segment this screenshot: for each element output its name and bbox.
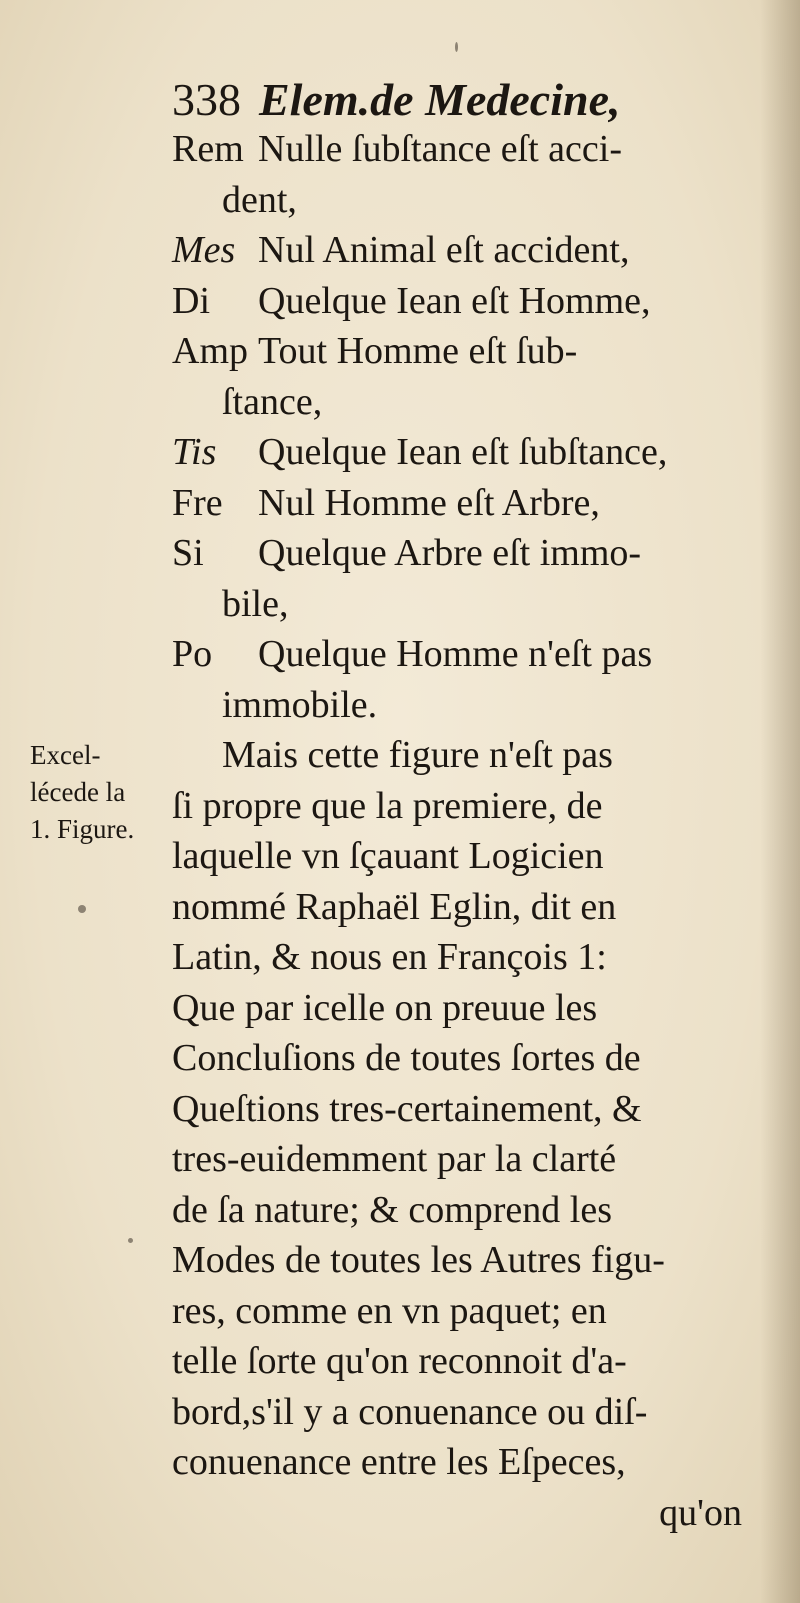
- paragraph-line: res, comme en vn paquet; en: [172, 1289, 607, 1332]
- syllogism-text: Tout Homme eſt ſub-: [258, 330, 578, 372]
- paragraph-line: nommé Raphaël Eglin, dit en: [172, 885, 617, 928]
- margin-note-line: lécede la: [30, 777, 126, 807]
- paper-speck: [455, 42, 458, 52]
- syllogism-mood: Po: [172, 633, 213, 675]
- running-title: Elem.de Medecine,: [259, 74, 621, 125]
- syllogism-text: Nul Homme eſt Arbre,: [258, 481, 600, 524]
- syllogism-text: Quelque Arbre eſt immo-: [258, 532, 642, 574]
- syllogism-text: Quelque Homme n'eſt pas: [258, 633, 653, 675]
- syllogism-mood: Amp: [172, 330, 248, 372]
- syllogism-line: [172, 225, 742, 276]
- syllogism-mood: Rem: [172, 128, 244, 170]
- syllogism-text: Quelque Iean eſt ſubſtance,: [258, 431, 668, 473]
- syllogism-text: Nul Animal eſt accident,: [258, 229, 630, 271]
- syllogism-line: [172, 478, 742, 529]
- syllogism-mood: Si: [172, 532, 204, 574]
- syllogism-line: [172, 276, 742, 327]
- paragraph-line: laquelle vn ſçauant Logicien: [172, 835, 604, 877]
- paragraph-line: conuenance entre les Eſpeces,: [172, 1441, 626, 1483]
- syllogism-line-continued: dent,: [222, 178, 297, 221]
- paragraph-line: Modes de toutes les Autres figu-: [172, 1239, 665, 1281]
- paragraph-line: Latin, & nous en François 1:: [172, 936, 607, 978]
- syllogism-line: [172, 629, 742, 680]
- paragraph-line: tres-euidemment par la clarté: [172, 1138, 617, 1180]
- paragraph-line: telle ſorte qu'on reconnoit d'a-: [172, 1340, 627, 1382]
- syllogism-line-continued: immobile.: [222, 683, 378, 726]
- margin-note-line: 1. Figure.: [30, 814, 135, 844]
- paragraph-line: Mais cette figure n'eſt pas: [222, 734, 613, 776]
- paper-speck: [78, 905, 86, 913]
- running-header: [172, 72, 621, 128]
- syllogism-mood: Fre: [172, 481, 223, 524]
- paragraph-line: Concluſions de toutes ſortes de: [172, 1037, 641, 1079]
- paper-speck: [128, 1238, 133, 1243]
- syllogism-line: [172, 326, 742, 377]
- paragraph-line: bord,s'il y a conuenance ou diſ-: [172, 1390, 648, 1433]
- syllogism-text: Nulle ſubſtance eſt acci-: [258, 128, 622, 170]
- syllogism-line: [172, 528, 742, 579]
- margin-note-line: Excel-: [30, 740, 101, 770]
- margin-note: [30, 737, 134, 848]
- paragraph-line: Que par icelle on preuue les: [172, 986, 598, 1029]
- syllogism-mood: Tis: [172, 431, 217, 473]
- syllogism-line-continued: bile,: [222, 582, 289, 625]
- syllogism-line: [172, 124, 742, 175]
- syllogism-text: Quelque Iean eſt Homme,: [258, 279, 651, 322]
- syllogism-mood: Mes: [172, 229, 236, 271]
- page-number: 338: [172, 74, 241, 125]
- paragraph-line: Queſtions tres-certainement, &: [172, 1087, 642, 1130]
- paragraph-line: de ſa nature; & comprend les: [172, 1188, 613, 1231]
- catchword: qu'on: [659, 1491, 742, 1534]
- syllogism-line-continued: ſtance,: [222, 380, 323, 423]
- paragraph-line: ſi propre que la premiere, de: [172, 784, 603, 827]
- syllogism-mood: Di: [172, 279, 210, 322]
- page-edge-shadow: [760, 0, 800, 1603]
- syllogism-line: [172, 427, 742, 478]
- body-text: [172, 124, 742, 1538]
